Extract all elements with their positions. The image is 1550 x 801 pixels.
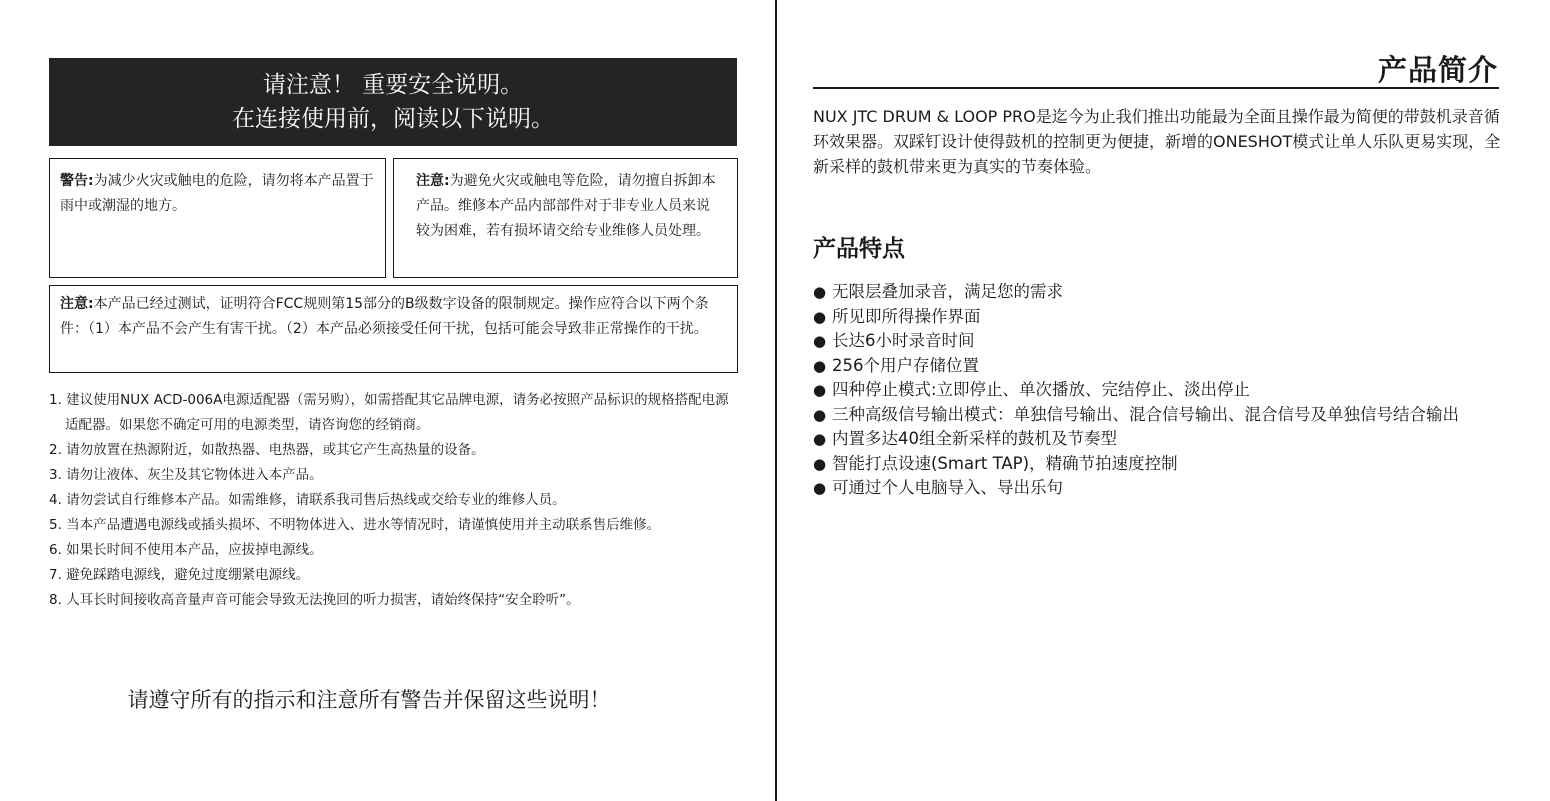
list-item xyxy=(813,378,1503,403)
list-item: 7. 避免踩踏电源线，避免过度绷紧电源线。 xyxy=(49,567,310,583)
title-underline xyxy=(813,87,1499,89)
bullet-icon: ● xyxy=(813,332,827,350)
page-title: 产品简介 xyxy=(1377,53,1498,87)
feature-text: 内置多达40组全新采样的鼓机及节奏型 xyxy=(832,429,1117,448)
list-item: 8. 人耳长时间接收高音量声音可能会导致无法挽回的听力损害，请始终保持“安全聆听”。 xyxy=(49,592,580,608)
page-divider xyxy=(775,0,777,801)
list-item: 6. 如果长时间不使用本产品，应拔掉电源线。 xyxy=(49,542,323,558)
list-item: 2. 请勿放置在热源附近，如散热器、电热器，或其它产生高热量的设备。 xyxy=(49,442,485,458)
warning-label: 警告: xyxy=(60,173,94,189)
bullet-icon: ● xyxy=(813,356,827,375)
list-item: 1. 建议使用NUX ACD-006A电源适配器（需另购），如需搭配其它品牌电源，请务必按照产品标识的规格搭配电源适配器。如果您不确定可用的电源类型，请咨询您的经销商。 xyxy=(49,392,729,433)
list-item xyxy=(813,476,1503,501)
list-item xyxy=(813,305,1503,330)
list-item xyxy=(813,427,1503,452)
caution-box xyxy=(393,158,738,278)
bullet-icon: ● xyxy=(813,479,827,497)
product-intro: NUX JTC DRUM & LOOP PRO是迄今为止我们推出功能最为全面且操作最为简便的带鼓机录音循环效果器。双踩钉设计使得鼓机的控制更为便捷，新增的ONESHOT模式让单人乐队更易实现，全新采样的鼓机带来更为真实的节奏体验。 xyxy=(813,107,1501,176)
warning-text: 为减少火灾或触电的危险，请勿将本产品置于雨中或潮湿的地方。 xyxy=(60,173,374,214)
bullet-icon: ● xyxy=(813,430,827,448)
list-item: 4. 请勿尝试自行维修本产品。如需维修，请联系我司售后热线或交给专业的维修人员。 xyxy=(49,492,566,508)
closing-statement: 请遵守所有的指示和注意所有警告并保留这些说明！ xyxy=(127,688,611,712)
features-list xyxy=(813,280,1503,501)
feature-text: 长达6小时录音时间 xyxy=(832,331,975,350)
list-item xyxy=(813,329,1503,354)
feature-text: 四种停止模式:立即停止、单次播放、完结停止、淡出停止 xyxy=(832,380,1251,399)
safety-instructions-list xyxy=(49,388,739,613)
banner-line-1: 请注意！ 重要安全说明。 xyxy=(262,72,524,98)
feature-text: 可通过个人电脑导入、导出乐句 xyxy=(832,478,1063,497)
bullet-icon: ● xyxy=(813,307,827,326)
bullet-icon: ● xyxy=(813,454,827,473)
feature-text: 所见即所得操作界面 xyxy=(832,306,981,326)
list-item xyxy=(813,403,1503,428)
list-item: 3. 请勿让液体、灰尘及其它物体进入本产品。 xyxy=(49,467,323,483)
fcc-notice-box xyxy=(49,285,738,373)
list-item xyxy=(813,280,1503,305)
warning-box xyxy=(49,158,386,278)
list-item xyxy=(813,452,1503,477)
feature-text: 三种高级信号输出模式：单独信号输出、混合信号输出、混合信号及单独信号结合输出 xyxy=(832,404,1459,424)
feature-text: 无限层叠加录音，满足您的需求 xyxy=(832,282,1063,301)
bullet-icon: ● xyxy=(813,405,827,424)
bullet-icon: ● xyxy=(813,381,827,399)
caution-label: 注意: xyxy=(416,173,450,189)
banner-line-2: 在连接使用前，阅读以下说明。 xyxy=(232,106,554,132)
features-heading: 产品特点 xyxy=(813,236,905,262)
fcc-label: 注意: xyxy=(60,296,94,312)
safety-banner xyxy=(49,58,737,146)
bullet-icon: ● xyxy=(813,283,827,301)
list-item xyxy=(813,354,1503,379)
feature-text: 256个用户存储位置 xyxy=(832,355,979,375)
list-item: 5. 当本产品遭遇电源线或插头损坏、不明物体进入、进水等情况时，请谨慎使用并主动联系售后维修。 xyxy=(49,517,661,533)
fcc-text: 本产品已经过测试，证明符合FCC规则第15部分的B级数字设备的限制规定。操作应符合以下两个条件：（1）本产品不会产生有害干扰。（2）本产品必须接受任何干扰，包括可能会导致非正常操作的干扰。 xyxy=(60,296,709,337)
caution-text: 为避免火灾或触电等危险，请勿擅自拆卸本产品。维修本产品内部部件对于非专业人员来说较为困难，若有损坏请交给专业维修人员处理。 xyxy=(416,173,716,239)
feature-text: 智能打点设速(Smart TAP)，精确节拍速度控制 xyxy=(832,453,1178,473)
